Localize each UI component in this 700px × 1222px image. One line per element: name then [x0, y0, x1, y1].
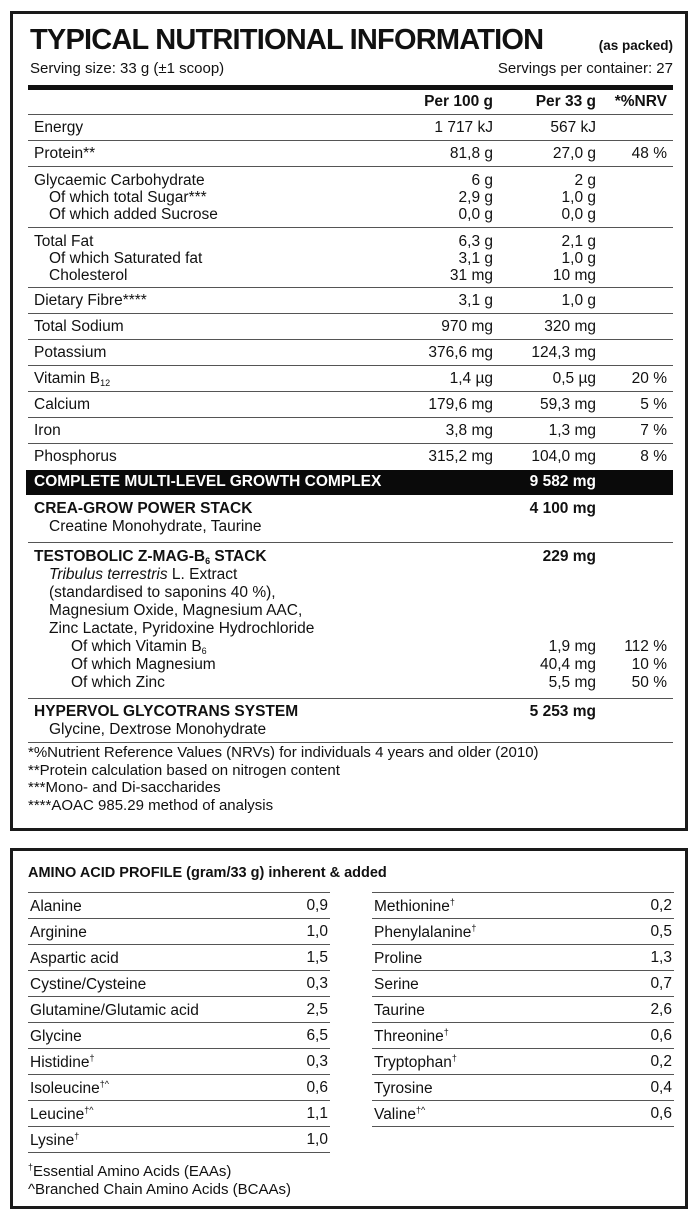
list-item	[372, 1049, 674, 1075]
label-text: Vitamin B	[34, 370, 101, 387]
col-per33: Per 33 g	[535, 93, 596, 110]
amino-column-right	[372, 892, 674, 1127]
amino-value: 0,2	[650, 897, 672, 914]
stack-amount: 4 100 mg	[529, 500, 596, 517]
amino-value: 0,3	[306, 1053, 328, 1070]
amino-name: Lysine†	[30, 1131, 80, 1150]
ingredient-line: Zinc Lactate, Pyridoxine Hydrochloride	[49, 620, 315, 637]
list-item	[28, 1049, 330, 1075]
sub-row-label: Of which Zinc	[71, 674, 165, 691]
value-per33: 2 g	[574, 172, 596, 189]
amino-name: Taurine	[374, 1002, 425, 1020]
value-per100: 179,6 mg	[428, 396, 493, 413]
list-item	[28, 1075, 330, 1101]
amino-value: 1,0	[306, 1131, 328, 1148]
list-item	[372, 919, 674, 945]
stack-ingredients: Creatine Monohydrate, Taurine	[49, 518, 262, 535]
amino-name: Tryptophan†	[374, 1053, 457, 1072]
amino-value: 0,9	[306, 897, 328, 914]
table-row-energy	[28, 115, 673, 141]
amino-name: Phenylalanine†	[374, 923, 477, 942]
amino-value: 0,6	[306, 1079, 328, 1096]
list-item	[372, 1075, 674, 1101]
value-per33: 124,3 mg	[531, 344, 596, 361]
sub-row-label	[71, 638, 207, 656]
title-row	[28, 24, 673, 60]
amino-acid-panel	[10, 848, 688, 1209]
stack-ingredients: Glycine, Dextrose Monohydrate	[49, 721, 267, 738]
row-label	[34, 370, 110, 388]
amino-value: 0,6	[650, 1027, 672, 1044]
label-text: Of which Vitamin B	[71, 638, 202, 655]
value-per100: 2,9 g	[458, 189, 493, 206]
value-per100: 3,1 g	[458, 292, 493, 309]
amino-value: 0,2	[650, 1053, 672, 1070]
footnote: ^Branched Chain Amino Acids (BCAAs)	[28, 1180, 291, 1198]
amino-name: Proline	[374, 950, 423, 968]
value-nrv: 112 %	[624, 638, 667, 655]
amino-value: 1,3	[650, 949, 672, 966]
list-item	[372, 971, 674, 997]
table-row-sodium	[28, 314, 673, 340]
value-per100: 3,8 mg	[445, 422, 493, 439]
row-label: Iron	[34, 422, 61, 439]
value-per33: 1,9 mg	[548, 638, 596, 655]
row-label: Total Fat	[34, 233, 94, 250]
row-label: Total Sodium	[34, 318, 124, 335]
row-label: Calcium	[34, 396, 90, 413]
amino-name: Leucine†^	[30, 1105, 94, 1124]
table-row-carbohydrate	[28, 167, 673, 228]
amino-value: 1,1	[306, 1105, 328, 1122]
servings-per-container: Servings per container: 27	[497, 60, 673, 77]
table-row-phosphorus	[28, 444, 673, 470]
amino-value: 0,7	[650, 975, 672, 992]
row-label: Of which added Sucrose	[49, 206, 218, 223]
value-per100: 970 mg	[441, 318, 493, 335]
value-nrv: 5 %	[640, 396, 667, 413]
value-nrv: 50 %	[631, 674, 667, 691]
table-row-iron	[28, 418, 673, 444]
amino-name: Glutamine/Glutamic acid	[30, 1002, 199, 1020]
value-nrv: 8 %	[640, 448, 667, 465]
list-item	[372, 997, 674, 1023]
value-per33: 2,1 g	[561, 233, 596, 250]
value-per33: 1,0 g	[561, 250, 596, 267]
amino-name: Threonine†	[374, 1027, 449, 1046]
amino-value: 0,5	[650, 923, 672, 940]
list-item	[372, 1023, 674, 1049]
table-row-protein	[28, 141, 673, 167]
serving-size: Serving size: 33 g (±1 scoop)	[30, 60, 225, 77]
value-per100: 315,2 mg	[428, 448, 493, 465]
row-label: Of which total Sugar***	[49, 189, 207, 206]
value-nrv: 20 %	[631, 370, 667, 387]
amino-value: 0,3	[306, 975, 328, 992]
amino-name: Alanine	[30, 898, 82, 916]
value-per33: 0,0 g	[561, 206, 596, 223]
growth-complex-bar	[26, 470, 673, 495]
amino-value: 0,6	[650, 1105, 672, 1122]
nutrition-panel	[10, 11, 688, 831]
value-per33: 1,3 mg	[548, 422, 596, 439]
value-nrv: 7 %	[640, 422, 667, 439]
value-per100: 376,6 mg	[428, 344, 493, 361]
value-per33: 59,3 mg	[539, 396, 596, 413]
row-label: Energy	[34, 119, 84, 136]
amino-name: Serine	[374, 976, 419, 994]
ingredient-line	[49, 566, 237, 584]
amino-name: Histidine†	[30, 1053, 95, 1072]
value-per33: 1,0 g	[561, 189, 596, 206]
value-per100: 3,1 g	[458, 250, 493, 267]
amino-value: 0,4	[650, 1079, 672, 1096]
value-per33: 40,4 mg	[539, 656, 596, 673]
amino-footnotes	[28, 1159, 291, 1198]
table-row-vitamin-b12	[28, 366, 673, 392]
label-subscript: 6	[201, 646, 207, 656]
list-item	[28, 919, 330, 945]
list-item	[28, 1127, 330, 1153]
col-nrv: *%NRV	[614, 93, 667, 110]
row-label: Dietary Fibre****	[34, 292, 147, 309]
ingredient-line: (standardised to saponins 40 %),	[49, 584, 276, 601]
value-per33: 567 kJ	[550, 119, 596, 136]
list-item	[28, 971, 330, 997]
label-text-end: STACK	[210, 548, 267, 565]
row-label: Protein**	[34, 145, 96, 162]
amino-name: Tyrosine	[374, 1080, 433, 1098]
ingredient-line: Magnesium Oxide, Magnesium AAC,	[49, 602, 303, 619]
amino-value: 6,5	[306, 1027, 328, 1044]
amino-name: Isoleucine†^	[30, 1079, 110, 1098]
list-item	[372, 945, 674, 971]
nutrition-table	[28, 90, 673, 743]
label-text: TESTOBOLIC Z-MAG-B	[34, 548, 206, 565]
complex-label: COMPLETE MULTI-LEVEL GROWTH COMPLEX	[34, 473, 382, 490]
stack-label: CREA-GROW POWER STACK	[34, 500, 253, 517]
value-per33: 5,5 mg	[548, 674, 596, 691]
amino-name: Valine†^	[374, 1105, 426, 1124]
row-label: Glycaemic Carbohydrate	[34, 172, 205, 189]
amino-value: 1,0	[306, 923, 328, 940]
row-label: Of which Saturated fat	[49, 250, 203, 267]
value-per100: 1 717 kJ	[434, 119, 493, 136]
footnote: *%Nutrient Reference Values (NRVs) for individuals 4 years and older (2010)	[28, 744, 539, 761]
stack-amount: 5 253 mg	[529, 703, 596, 720]
col-per100: Per 100 g	[424, 93, 493, 110]
footnote: ****AOAC 985.29 method of analysis	[28, 796, 274, 814]
stack-testobolic	[28, 543, 673, 699]
value-per100: 31 mg	[449, 267, 493, 284]
amino-name: Aspartic acid	[30, 950, 119, 968]
amino-column-left	[28, 892, 330, 1153]
footnote: **Protein calculation based on nitrogen content	[28, 761, 340, 779]
table-row-potassium	[28, 340, 673, 366]
title-suffix: (as packed)	[598, 38, 673, 53]
table-row-fibre	[28, 288, 673, 314]
serving-info	[28, 60, 673, 80]
value-per100: 1,4 µg	[449, 370, 493, 387]
amino-value: 1,5	[306, 949, 328, 966]
stack-amount: 229 mg	[542, 548, 596, 565]
row-label: Cholesterol	[49, 267, 128, 284]
complex-amount: 9 582 mg	[529, 473, 596, 490]
row-label: Potassium	[34, 344, 107, 361]
table-row-calcium	[28, 392, 673, 418]
amino-value: 2,6	[650, 1001, 672, 1018]
amino-name: Methionine†	[374, 897, 455, 916]
ingredient-text: L. Extract	[167, 566, 238, 583]
table-row-fat	[28, 228, 673, 288]
footnotes	[28, 744, 673, 814]
stack-crea-grow	[28, 495, 673, 543]
value-per100: 6,3 g	[458, 233, 493, 250]
value-per33: 0,5 µg	[552, 370, 596, 387]
list-item	[28, 945, 330, 971]
amino-name: Glycine	[30, 1028, 82, 1046]
list-item	[28, 1023, 330, 1049]
footnote: ***Mono- and Di-saccharides	[28, 779, 221, 796]
row-label: Phosphorus	[34, 448, 117, 465]
amino-value: 2,5	[306, 1001, 328, 1018]
stack-hypervol	[28, 699, 673, 743]
list-item	[28, 893, 330, 919]
page-title: TYPICAL NUTRITIONAL INFORMATION	[30, 24, 544, 56]
stack-label	[34, 548, 267, 566]
label-subscript: 6	[205, 556, 211, 566]
value-nrv: 10 %	[631, 656, 667, 673]
value-per100: 0,0 g	[458, 206, 493, 223]
label-subscript: 12	[100, 378, 111, 388]
value-per33: 104,0 mg	[531, 448, 596, 465]
value-per100: 81,8 g	[449, 145, 493, 162]
value-per33: 10 mg	[552, 267, 596, 284]
amino-name: Arginine	[30, 924, 87, 942]
value-nrv: 48 %	[631, 145, 667, 162]
table-header	[28, 90, 673, 115]
footnote: †Essential Amino Acids (EAAs)	[28, 1162, 232, 1180]
amino-title: AMINO ACID PROFILE (gram/33 g) inherent & added	[28, 865, 387, 881]
value-per33: 27,0 g	[552, 145, 596, 162]
list-item	[28, 1101, 330, 1127]
value-per100: 6 g	[471, 172, 493, 189]
value-per33: 1,0 g	[561, 292, 596, 309]
value-per33: 320 mg	[544, 318, 596, 335]
list-item	[28, 997, 330, 1023]
stack-label: HYPERVOL GLYCOTRANS SYSTEM	[34, 703, 299, 720]
list-item	[372, 1101, 674, 1127]
list-item	[372, 893, 674, 919]
sub-row-label: Of which Magnesium	[71, 656, 216, 673]
species-name: Tribulus terrestris	[49, 566, 168, 583]
amino-name: Cystine/Cysteine	[30, 976, 147, 994]
